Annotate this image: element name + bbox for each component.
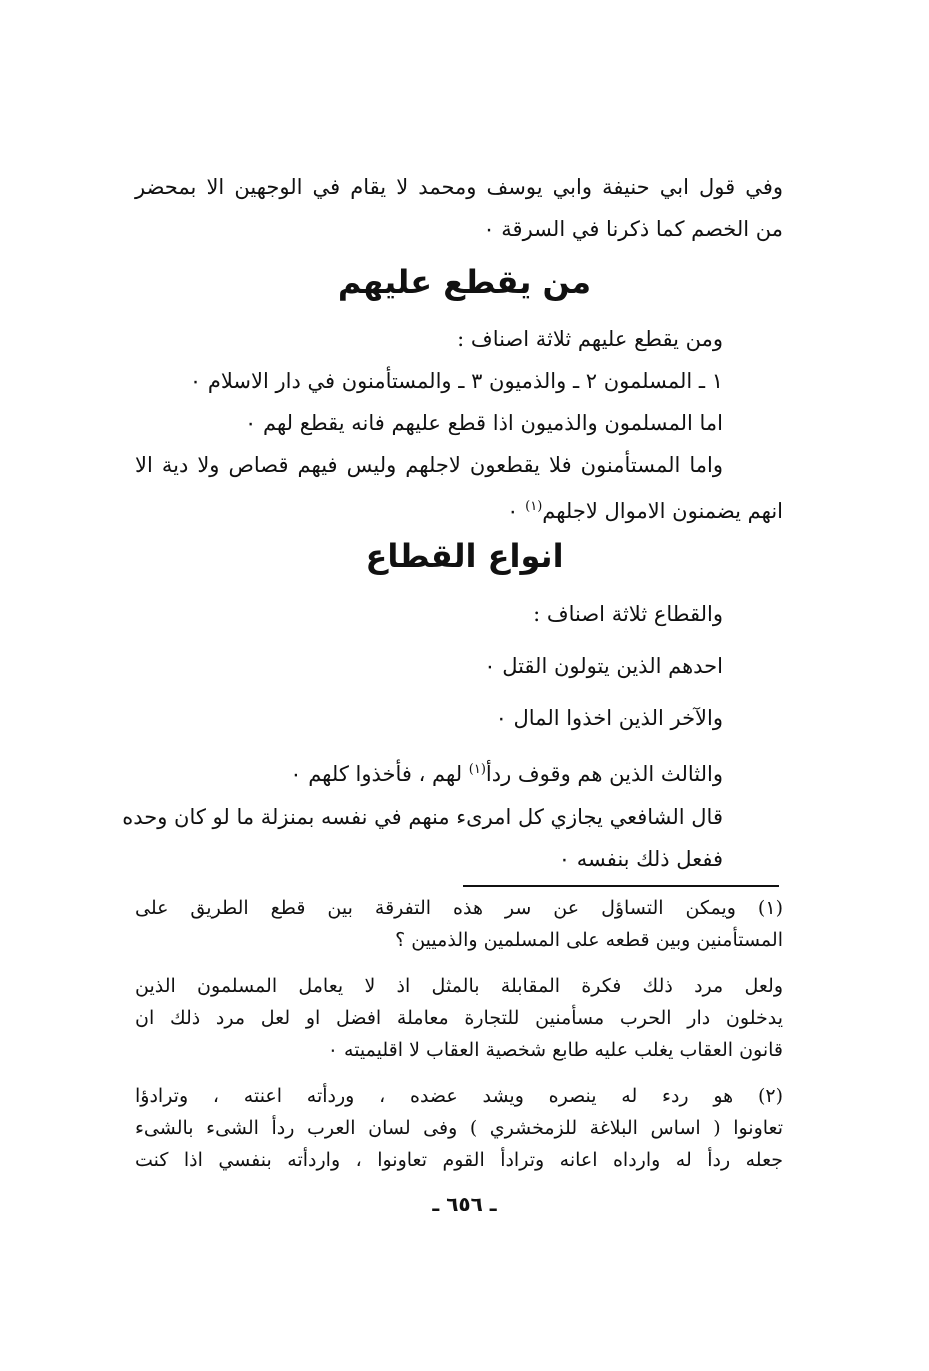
section1-line-5 xyxy=(135,486,783,532)
section1-paragraph xyxy=(135,318,783,532)
section2-paragraph xyxy=(203,588,723,800)
page-number: ـ ٦٥٦ ـ xyxy=(432,1192,497,1216)
section-heading-2: انواع القطاع xyxy=(365,537,564,575)
section2-line-4-b: لهم ، فأخذوا كلهم ٠ xyxy=(290,762,469,786)
section2-line-3: والآخر الذين اخذوا المال ٠ xyxy=(495,706,723,730)
section1-line-4-text: واما المستأمنون فلا يقطعون لاجلهم وليس فيهم قصاص ولا دية الا xyxy=(135,453,723,477)
footnote-1-line-2: المستأمنين وبين قطعه على المسلمين والذميين ؟ xyxy=(395,929,783,951)
section2-line-1: والقطاع ثلاثة اصناف : xyxy=(533,602,723,626)
footnote-2 xyxy=(135,1080,783,1176)
footnote-1b-line-3: قانون العقاب يغلب عليه طابع شخصية العقاب لا اقليميته ٠ xyxy=(327,1039,783,1061)
section1-line-2: ١ ـ المسلمون ٢ ـ والذميون ٣ ـ والمستأمنون في دار الاسلام ٠ xyxy=(189,369,723,393)
footnote-1b-line-1: ولعل مرد ذلك فكرة المقابلة بالمثل اذ لا يعامل المسلمون الذين xyxy=(135,975,783,997)
intro-line-1: وفي قول ابي حنيفة وابي يوسف ومحمد لا يقام في الوجهين الا بمحضر xyxy=(135,175,783,199)
section2-line-2: احدهم الذين يتولون القتل ٠ xyxy=(484,654,723,678)
footnote-1-continued xyxy=(135,970,783,1066)
section2-line-4-a: والثالث الذين هم وقوف ردأ xyxy=(485,762,723,786)
section1-line-1: ومن يقطع عليهم ثلاثة اصناف : xyxy=(457,327,723,351)
section2-line-6: ففعل ذلك بنفسه ٠ xyxy=(558,847,723,871)
intro-paragraph xyxy=(135,166,783,250)
section1-line-5-end: ٠ xyxy=(507,499,526,523)
footnote-2-line-2: تعاونوا ( اساس البلاغة للزمخشري ) وفى لسان العرب ردأ الشىء بالشىء xyxy=(135,1117,783,1139)
intro-line-2: من الخصم كما ذكرنا في السرقة ٠ xyxy=(483,217,783,241)
footnote-ref-1: (١) xyxy=(525,499,543,514)
section1-line-4 xyxy=(135,444,783,486)
footnote-2-line-3: جعله ردأ له وارداه اعانه وترادأ القوم تعاونوا ، واردأته بنفسي اذا كنت xyxy=(135,1149,783,1171)
footnote-2-line-1: (٢) هو ردء له ينصره ويشد عضده ، وردأته اعنته ، وترادؤا xyxy=(135,1085,784,1107)
footnote-1 xyxy=(135,892,783,956)
footnote-1b-line-2: يدخلون دار الحرب مسأمنين للتجارة معاملة افضل او لعل مرد ذلك ان xyxy=(135,1007,783,1029)
section2-line-5: قال الشافعي يجازي كل امرىء منهم في نفسه بمنزلة ما لو كان وحده xyxy=(122,805,723,829)
footnote-ref-2: (١) xyxy=(468,762,486,777)
footnote-divider xyxy=(463,885,779,887)
section2-line-4 xyxy=(203,744,723,800)
section2-paragraph-2 xyxy=(122,796,723,880)
footnote-1-line-1: (١) ويمكن التساؤل عن سر هذه التفرقة بين قطع الطريق على xyxy=(135,897,783,919)
section-heading-1: من يقطع عليهم xyxy=(337,263,592,301)
section1-line-5-text: انهم يضمنون الاموال لاجلهم xyxy=(542,499,783,523)
section1-line-3: اما المسلمون والذميون اذا قطع عليهم فانه يقطع لهم ٠ xyxy=(245,411,723,435)
